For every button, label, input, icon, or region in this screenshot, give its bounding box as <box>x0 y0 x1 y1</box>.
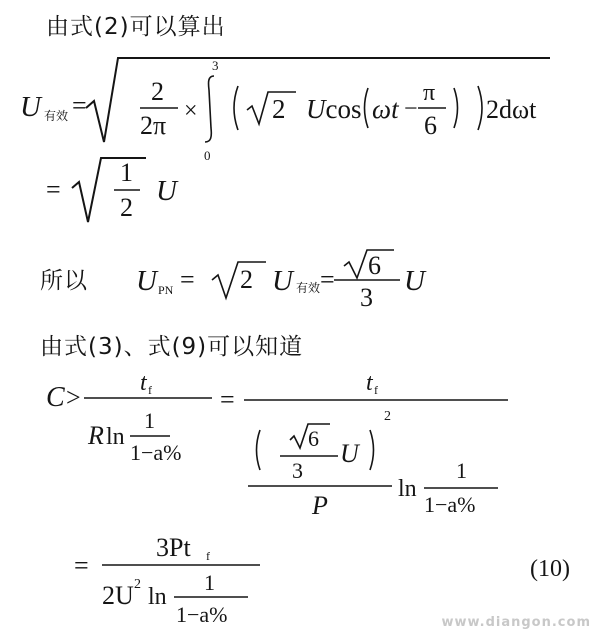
eq3-youxiao: 有效 <box>296 281 321 295</box>
eq1-num-2: 2 <box>151 77 164 106</box>
eq5-2U: 2U <box>102 581 134 610</box>
eq1-cos-term: Ucos <box>306 94 362 124</box>
intro-text-1: 由式(2)可以算出 <box>46 14 226 40</box>
eq5-equals: = <box>74 551 89 580</box>
eq4-equals: = <box>220 385 235 414</box>
eq4-rhs-t: t <box>366 370 373 396</box>
eq5-frac-1: 1 <box>204 570 215 595</box>
eq1-minus: − <box>404 96 418 122</box>
eq4-ln: ln <box>106 424 125 450</box>
eq4-ln2: ln <box>398 476 417 502</box>
eq1-omega-t: ωt <box>372 94 399 124</box>
eq5-sq: 2 <box>134 577 141 592</box>
eq1-pi: π <box>423 80 436 106</box>
eq4-C: C <box>46 382 65 413</box>
eq5-number: (10) <box>530 556 570 582</box>
eq4-rhs-f: f <box>374 383 378 397</box>
eq4-1-minus-a-b: 1−a% <box>424 492 476 517</box>
eq1-upper-limit: 3 <box>212 58 219 73</box>
eq2-equals: = <box>46 175 61 204</box>
eq3-equals-1: = <box>180 265 195 294</box>
eq4-U: U <box>340 439 359 468</box>
intro-text-3: 由式(3)、式(9)可以知道 <box>40 334 304 360</box>
eq1-U: U <box>20 91 41 123</box>
eq1-youxiao: 有效 <box>44 109 69 123</box>
eq5-num-f: f <box>206 549 210 563</box>
eq4-R: R <box>88 421 104 450</box>
eq1-times: × <box>184 98 198 124</box>
eq2-num-1: 1 <box>120 158 133 187</box>
eq2-den-2: 2 <box>120 193 133 222</box>
eq3-U: U <box>136 265 157 297</box>
eq4-frac-1b: 1 <box>456 458 467 483</box>
eq3-equals-2: = <box>320 265 335 294</box>
eq1-2domega-t: 2dωt <box>486 95 537 124</box>
eq4-sq: 2 <box>384 409 391 424</box>
intro-text-2: 所以 <box>40 268 88 294</box>
eq3-U2: U <box>272 265 293 297</box>
eq3-sqrt2: 2 <box>240 265 253 294</box>
eq1-six: 6 <box>424 111 437 140</box>
eq4-gt: > <box>66 383 81 412</box>
eq4-den-3: 3 <box>292 458 303 483</box>
eq4-sqrt6: 6 <box>308 426 319 451</box>
eq5-ln: ln <box>148 584 167 610</box>
eq4-num-f: f <box>148 383 152 397</box>
eq4-1-minus-a: 1−a% <box>130 440 182 465</box>
eq4-frac-1: 1 <box>144 408 155 433</box>
eq1-sqrt2: 2 <box>272 94 286 124</box>
eq1-equals: = <box>72 91 87 120</box>
eq4-P: P <box>312 491 328 520</box>
eq5-1-minus-a: 1−a% <box>176 602 228 627</box>
eq3-sqrt6: 6 <box>368 251 381 280</box>
watermark: www.diangon.com <box>441 615 591 630</box>
eq5-num: 3Pt <box>156 533 191 562</box>
eq3-U3: U <box>404 265 425 297</box>
eq1-lower-limit: 0 <box>204 148 211 163</box>
eq4-num-t: t <box>140 370 147 396</box>
eq3-den-3: 3 <box>360 283 373 312</box>
eq1-den-2pi: 2π <box>140 111 167 140</box>
eq3-sub-PN: PN <box>158 283 174 297</box>
eq2-U: U <box>156 175 177 207</box>
